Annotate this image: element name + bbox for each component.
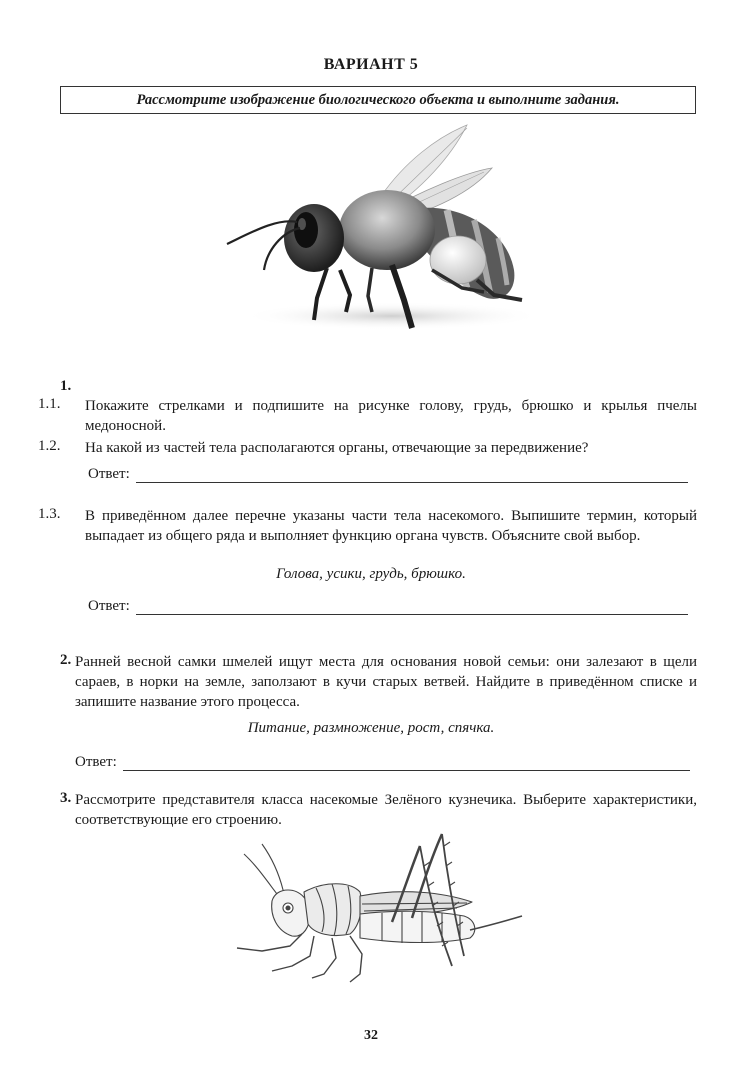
task-1-3-number: 1.3. (38, 506, 61, 522)
grasshopper-illustration (232, 826, 532, 986)
task-1-3-text: В приведённом далее перечне указаны части тела насекомого. Выпишите термин, который выпадает из общего ряда и выполняет функцию органа чувств. Объясните свой выбор. (85, 508, 697, 544)
task-1-3-list: Голова, усики, грудь, брюшко. (276, 566, 466, 582)
task-1-2-text: На какой из частей тела располагаются органы, отвечающие за передвижение? (85, 440, 589, 456)
variant-title: ВАРИАНТ 5 (323, 56, 419, 73)
task-1-2-number: 1.2. (38, 438, 61, 454)
task-1-number: 1. (60, 378, 72, 394)
task-2-text: Ранней весной самки шмелей ищут места для основания новой семьи: они залезают в щели сараев, в норки на земле, заползают в кучи старых ветвей. Найдите в приведённом списке и запишите название этого процесса. (75, 654, 697, 710)
task-2-number: 2. (60, 652, 72, 668)
answer-line[interactable] (136, 468, 688, 483)
honeybee-illustration (222, 120, 542, 342)
answer-field-2[interactable] (75, 754, 690, 771)
task-1-1-number: 1.1. (38, 396, 61, 412)
answer-field-1-2[interactable] (88, 466, 688, 483)
answer-label: Ответ: (88, 466, 130, 482)
task-3-number: 3. (60, 790, 72, 806)
task-3-text: Рассмотрите представителя класса насекомые Зелёного кузнечика. Выберите характеристики, соответствующие его строению. (75, 792, 697, 828)
answer-label: Ответ: (88, 598, 130, 614)
answer-label: Ответ: (75, 754, 117, 770)
answer-line[interactable] (123, 756, 690, 771)
answer-line[interactable] (136, 600, 688, 615)
page-number: 32 (364, 1028, 378, 1043)
instruction-text: Рассмотрите изображение биологического объекта и выполните задания. (136, 91, 620, 108)
task-1-1-text: Покажите стрелками и подпишите на рисунке голову, грудь, брюшко и крылья пчелы медоносной. (85, 398, 697, 434)
task-2-list: Питание, размножение, рост, спячка. (247, 720, 495, 736)
answer-field-1-3[interactable] (88, 598, 688, 615)
instruction-box (60, 86, 696, 114)
